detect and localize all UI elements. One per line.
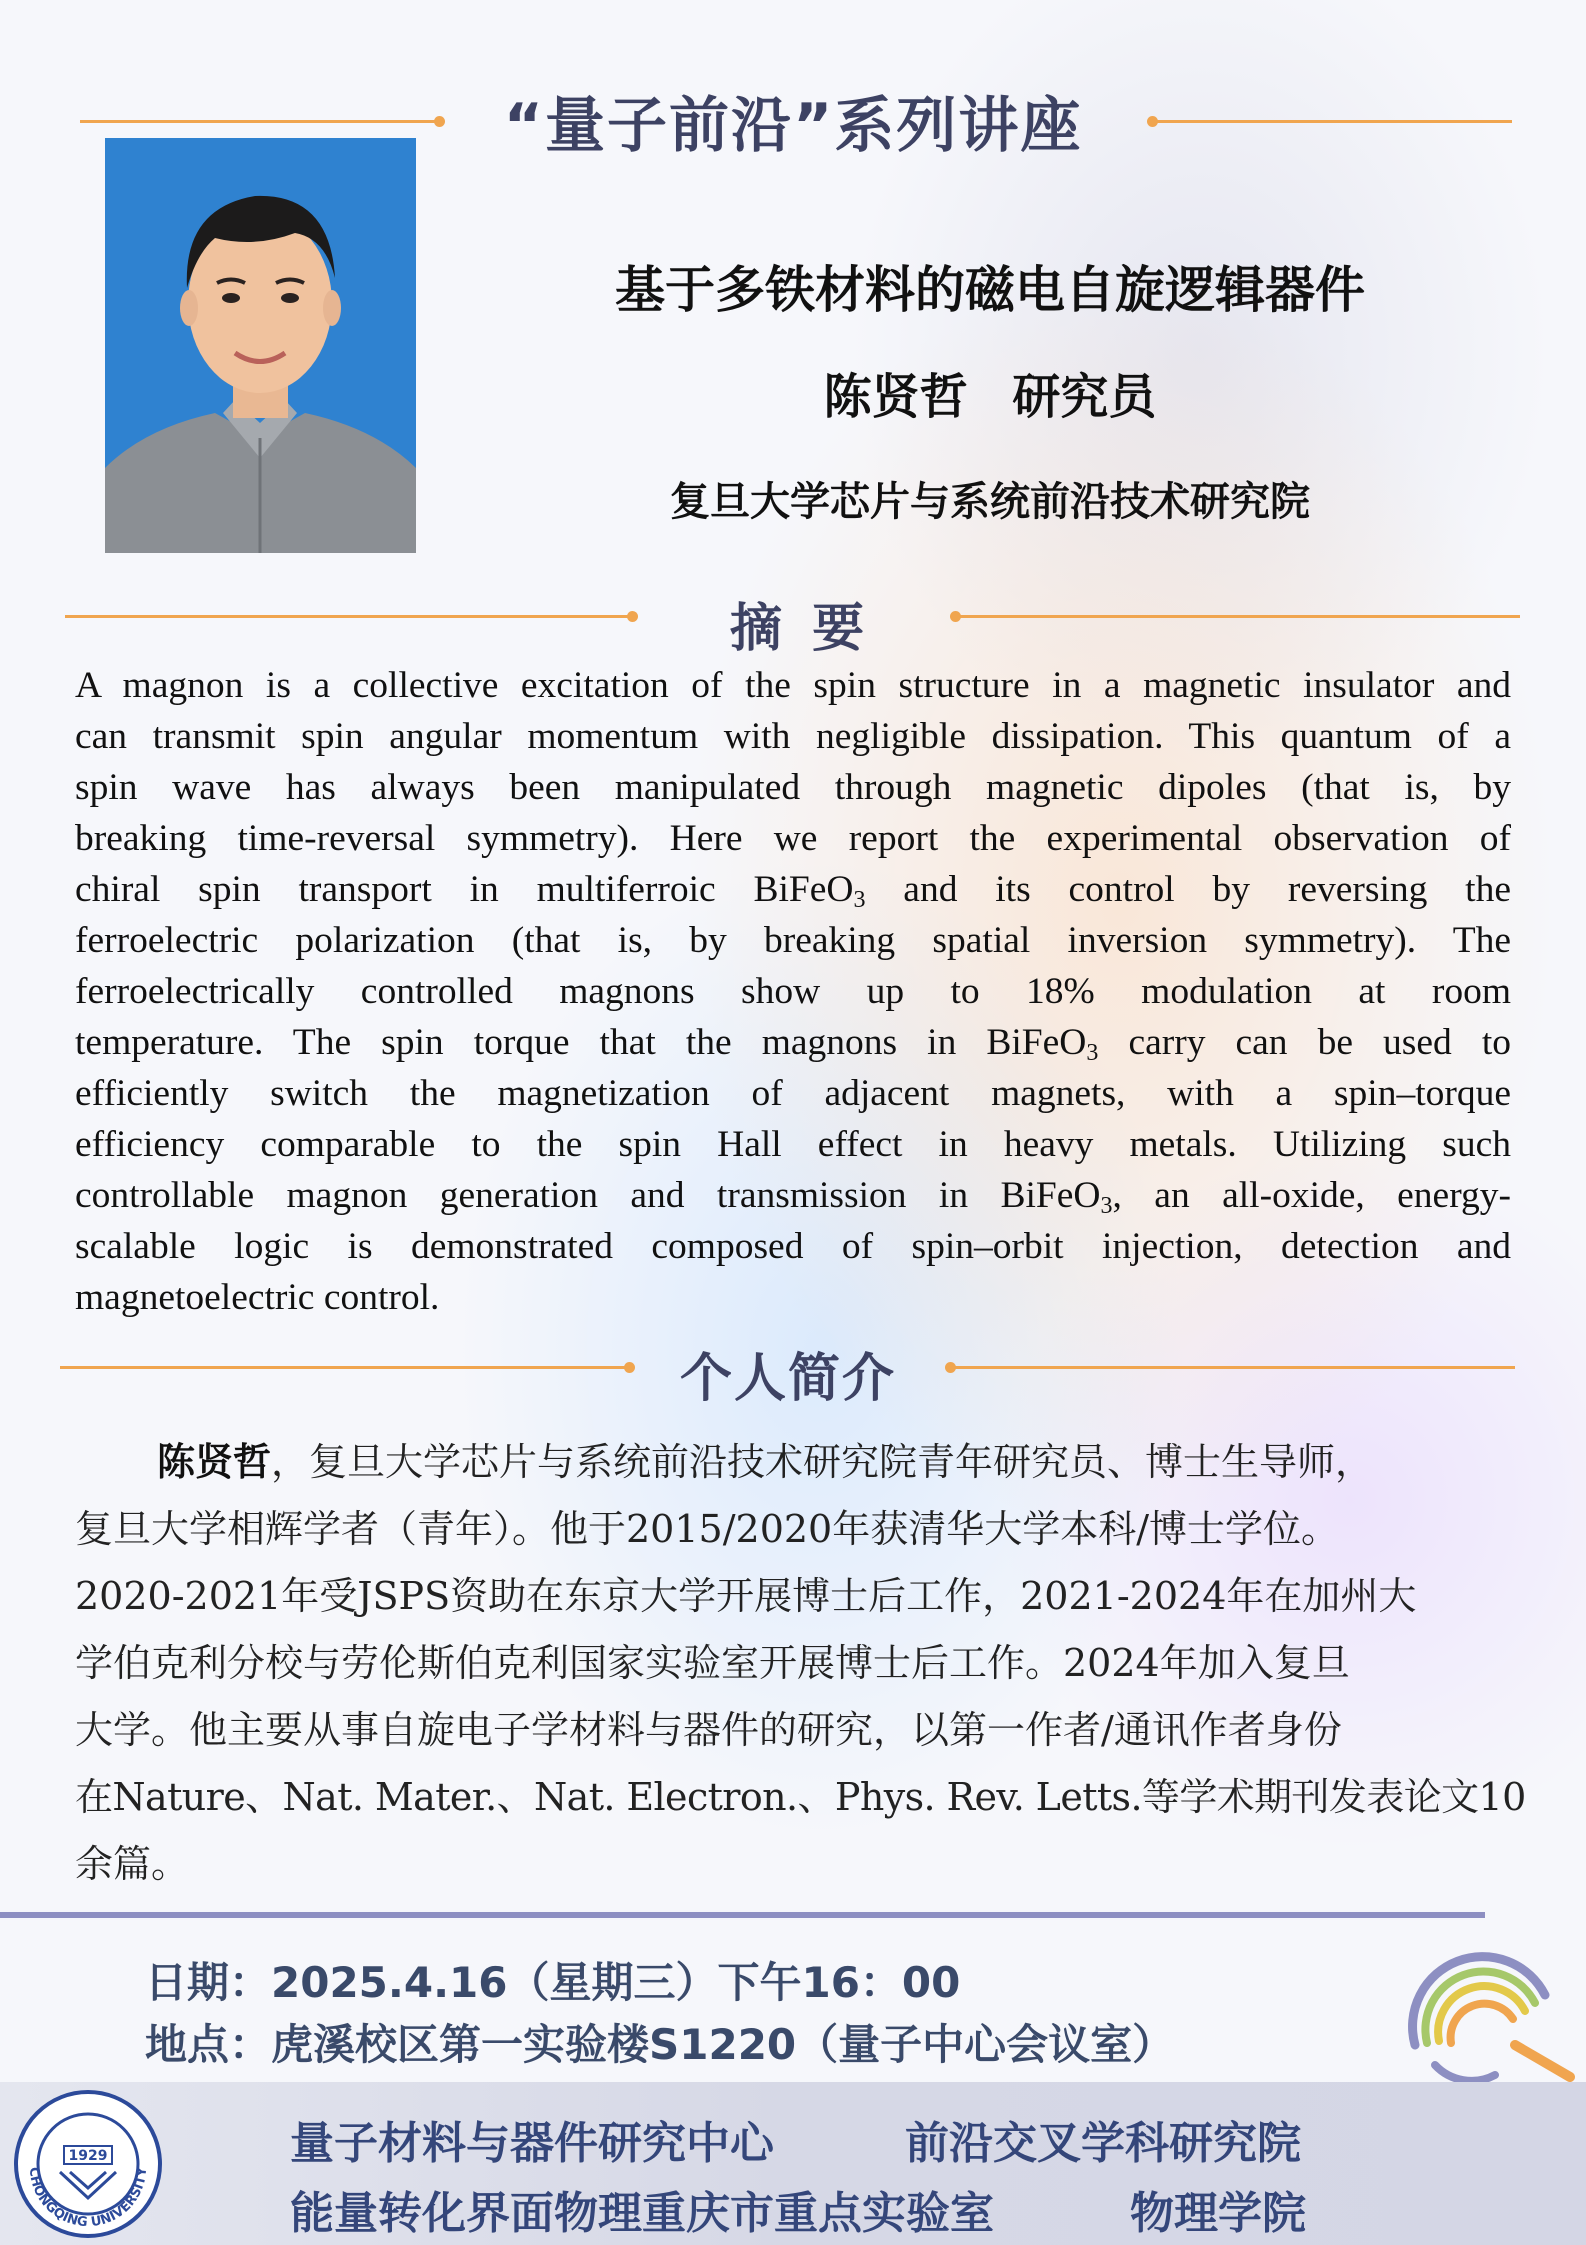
seal-text: CHONGQING UNIVERSITY (25, 2166, 151, 2231)
abstract-line: ferroelectrically controlled magnons show up to 18% modulation at room (75, 971, 1511, 1012)
series-title: “量子前沿”系列讲座 (503, 91, 1083, 161)
abstract-line: magnetoelectric control. (75, 1277, 440, 1318)
event-location: 地点：虎溪校区第一实验楼S1220（量子中心会议室） (145, 2020, 1175, 2069)
abstract-rule-left (65, 615, 633, 618)
abstract-line: temperature. The spin torque that the magnons in BiFeO$_3$ carry can be used to (75, 1022, 1511, 1066)
bio-line: 大学。他主要从事自旋电子学材料与器件的研究，以第一作者/通讯作者身份 (75, 1708, 1342, 1752)
bio-line: 复旦大学相辉学者（青年）。他于2015/2020年获清华大学本科/博士学位。 (75, 1507, 1340, 1551)
abstract-rule-right (955, 615, 1520, 618)
org-key-lab: 能量转化界面物理重庆市重点实验室 (290, 2188, 994, 2239)
org-quantum-center: 量子材料与器件研究中心 (290, 2118, 774, 2169)
abstract-line: controllable magnon generation and transmission in BiFeO$_3$, an all-oxide, energy- (75, 1175, 1511, 1219)
bio-line: 余篇。 (75, 1842, 190, 1886)
abstract-line: scalable logic is demonstrated composed of spin–orbit injection, detection and (75, 1226, 1511, 1267)
chongqing-university-seal (8, 2088, 168, 2240)
bio-rule-right (950, 1366, 1515, 1369)
bio-line: 2020-2021年受JSPS资助在东京大学开展博士后工作，2021-2024年在加州大 (75, 1574, 1417, 1618)
abstract-line: chiral spin transport in multiferroic BiFeO$_3$ and its control by reversing the (75, 869, 1511, 913)
abstract-line: A magnon is a collective excitation of the spin structure in a magnetic insulator and (75, 665, 1511, 706)
seal-year: 1929 (68, 2148, 108, 2164)
abstract-line: efficiently switch the magnetization of adjacent magnets, with a spin–torque (75, 1073, 1511, 1114)
bio-text (75, 1428, 1535, 1898)
abstract-line: spin wave has always been manipulated through magnetic dipoles (that is, by (75, 767, 1511, 808)
bio-rule-left (60, 1366, 630, 1369)
abstract-line: ferroelectric polarization (that is, by breaking spatial inversion symmetry). The (75, 920, 1511, 961)
bio-heading: 个人简介 (680, 1349, 897, 1409)
bio-line: 学伯克利分校与劳伦斯伯克利国家实验室开展博士后工作。2024年加入复旦 (75, 1641, 1350, 1685)
bio-line: 在Nature、Nat. Mater.、Nat. Electron.、Phys. Rev. Letts.等学术期刊发表论文10 (75, 1775, 1526, 1819)
abstract-line: efficiency comparable to the spin Hall effect in heavy metals. Utilizing such (75, 1124, 1511, 1165)
info-divider (0, 1912, 1485, 1918)
footer-bar (0, 2082, 1586, 2245)
event-date: 日期：2025.4.16（星期三）下午16：00 (145, 1958, 961, 2007)
org-physics-school: 物理学院 (1130, 2188, 1306, 2239)
talk-title: 基于多铁材料的磁电自旋逻辑器件 (615, 261, 1365, 319)
speaker-photo (105, 138, 416, 553)
bio-line-text: ，复旦大学芯片与系统前沿技术研究院青年研究员、博士生导师， (271, 1440, 1374, 1484)
abstract-heading: 摘 要 (730, 599, 871, 659)
quantum-search-logo (1395, 1925, 1580, 2085)
bio-line (75, 1428, 1535, 1496)
bio-name: 陈贤哲 (157, 1439, 272, 1484)
abstract-text (75, 660, 1511, 1323)
abstract-line: can transmit spin angular momentum with negligible dissipation. This quantum of a (75, 716, 1511, 757)
org-frontier-institute: 前沿交叉学科研究院 (905, 2118, 1301, 2169)
speaker-institute: 复旦大学芯片与系统前沿技术研究院 (670, 479, 1310, 525)
speaker-name: 陈贤哲 研究员 (823, 369, 1157, 425)
abstract-line: breaking time-reversal symmetry). Here we report the experimental observation of (75, 818, 1511, 859)
